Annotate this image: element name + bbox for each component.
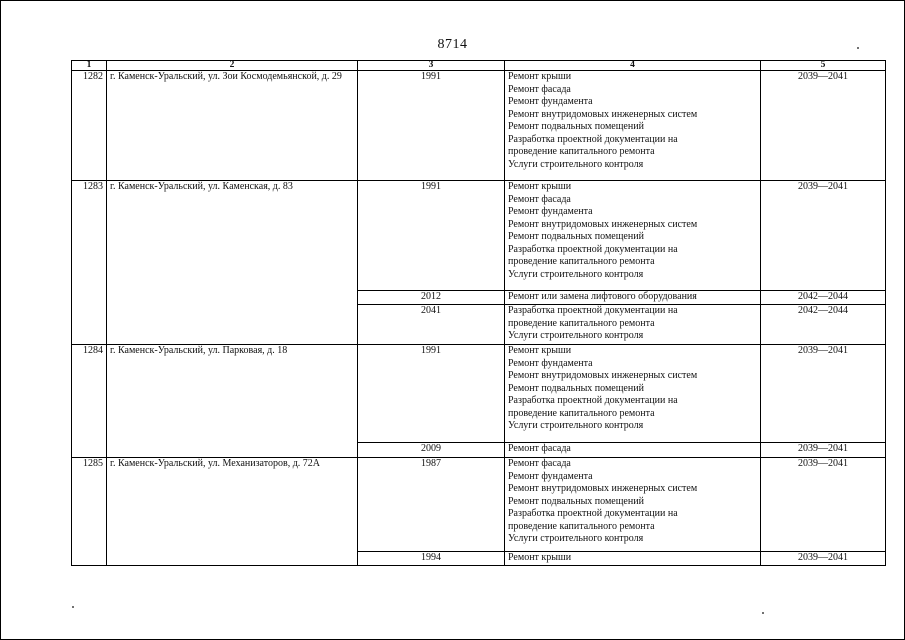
work-item: Ремонт фасада — [508, 443, 571, 454]
work-item: Ремонт фундамента — [508, 357, 593, 369]
table-body — [72, 71, 886, 566]
scan-speck — [857, 47, 859, 49]
work-item: Ремонт фундамента — [508, 470, 593, 482]
work-item: Услуги строительного контроля — [508, 420, 644, 431]
scan-speck — [72, 606, 74, 608]
building-address: г. Каменск-Уральский, ул. Каменская, д. 83 — [107, 181, 358, 345]
work-list — [505, 345, 761, 443]
work-item: Услуги строительного контроля — [508, 268, 644, 280]
work-item: Ремонт крыши — [508, 71, 572, 82]
planned-period: 2039—2041 — [761, 443, 886, 458]
work-item: Ремонт подвальных помещений — [508, 231, 644, 242]
planned-period: 2042—2044 — [761, 305, 886, 345]
table-row — [72, 181, 886, 291]
repair-year: 2012 — [358, 291, 505, 305]
work-item: проведение капитального ремонта — [508, 520, 655, 532]
planned-period: 2039—2041 — [761, 71, 886, 181]
work-item: Услуги строительного контроля — [508, 533, 644, 544]
work-list — [505, 443, 761, 458]
entry-number: 1282 — [72, 71, 107, 181]
work-item: Ремонт подвальных помещений — [508, 495, 644, 507]
planned-period: 2039—2041 — [761, 458, 886, 552]
entry-number: 1284 — [72, 345, 107, 458]
column-header: 5 — [761, 61, 886, 71]
work-item: Ремонт фасада — [508, 193, 571, 205]
work-item: Ремонт или замена лифтового оборудования — [508, 291, 697, 302]
work-item: проведение капитального ремонта — [508, 146, 655, 157]
repair-year: 2041 — [358, 305, 505, 345]
building-address: г. Каменск-Уральский, ул. Механизаторов, д. 72А — [107, 458, 358, 566]
work-item: Разработка проектной документации на — [508, 243, 678, 255]
repair-schedule-table — [71, 60, 886, 566]
repair-year: 1991 — [358, 71, 505, 181]
work-item: Ремонт подвальных помещений — [508, 382, 644, 394]
planned-period: 2039—2041 — [761, 181, 886, 291]
work-item: Разработка проектной документации на — [508, 395, 678, 406]
building-address: г. Каменск-Уральский, ул. Зои Космодемьянской, д. 29 — [107, 71, 358, 181]
work-item: Ремонт фасада — [508, 83, 571, 95]
planned-period: 2042—2044 — [761, 291, 886, 305]
work-item: Ремонт фасада — [508, 458, 571, 469]
entry-number: 1285 — [72, 458, 107, 566]
building-address: г. Каменск-Уральский, ул. Парковая, д. 18 — [107, 345, 358, 458]
column-header-row — [72, 61, 886, 71]
work-item: Ремонт крыши — [508, 181, 572, 192]
table-row — [72, 71, 886, 181]
work-list — [505, 71, 761, 181]
work-item: Ремонт крыши — [508, 552, 572, 563]
work-item: Ремонт внутридомовых инженерных систем — [508, 483, 698, 494]
repair-year: 1987 — [358, 458, 505, 552]
planned-period: 2039—2041 — [761, 345, 886, 443]
work-item: Разработка проектной документации на — [508, 508, 678, 519]
work-item: Ремонт фундамента — [508, 206, 593, 217]
column-header: 1 — [72, 61, 107, 71]
work-item: проведение капитального ремонта — [508, 256, 655, 267]
work-item: Ремонт крыши — [508, 345, 572, 356]
repair-year: 1991 — [358, 345, 505, 443]
scan-speck — [762, 612, 764, 614]
repair-year: 2009 — [358, 443, 505, 458]
work-item: Услуги строительного контроля — [508, 330, 644, 341]
entry-number: 1283 — [72, 181, 107, 345]
work-item: Ремонт внутридомовых инженерных систем — [508, 108, 698, 120]
column-header: 4 — [505, 61, 761, 71]
work-list — [505, 552, 761, 566]
work-item: Услуги строительного контроля — [508, 158, 644, 170]
page-number: 8714 — [437, 37, 468, 52]
work-item: Ремонт внутридомовых инженерных систем — [508, 218, 698, 230]
work-list — [505, 458, 761, 552]
work-list — [505, 305, 761, 345]
work-item: Ремонт подвальных помещений — [508, 121, 644, 132]
work-item: проведение капитального ремонта — [508, 407, 655, 419]
work-list — [505, 291, 761, 305]
work-item: Разработка проектной документации на — [508, 305, 678, 316]
column-header: 2 — [107, 61, 358, 71]
planned-period: 2039—2041 — [761, 552, 886, 566]
table-row — [72, 345, 886, 443]
work-item: проведение капитального ремонта — [508, 317, 655, 329]
work-item: Ремонт фундамента — [508, 96, 593, 107]
table-row — [72, 458, 886, 552]
work-item: Ремонт внутридомовых инженерных систем — [508, 370, 698, 381]
work-list — [505, 181, 761, 291]
repair-year: 1991 — [358, 181, 505, 291]
work-item: Разработка проектной документации на — [508, 133, 678, 145]
column-header: 3 — [358, 61, 505, 71]
repair-year: 1994 — [358, 552, 505, 566]
